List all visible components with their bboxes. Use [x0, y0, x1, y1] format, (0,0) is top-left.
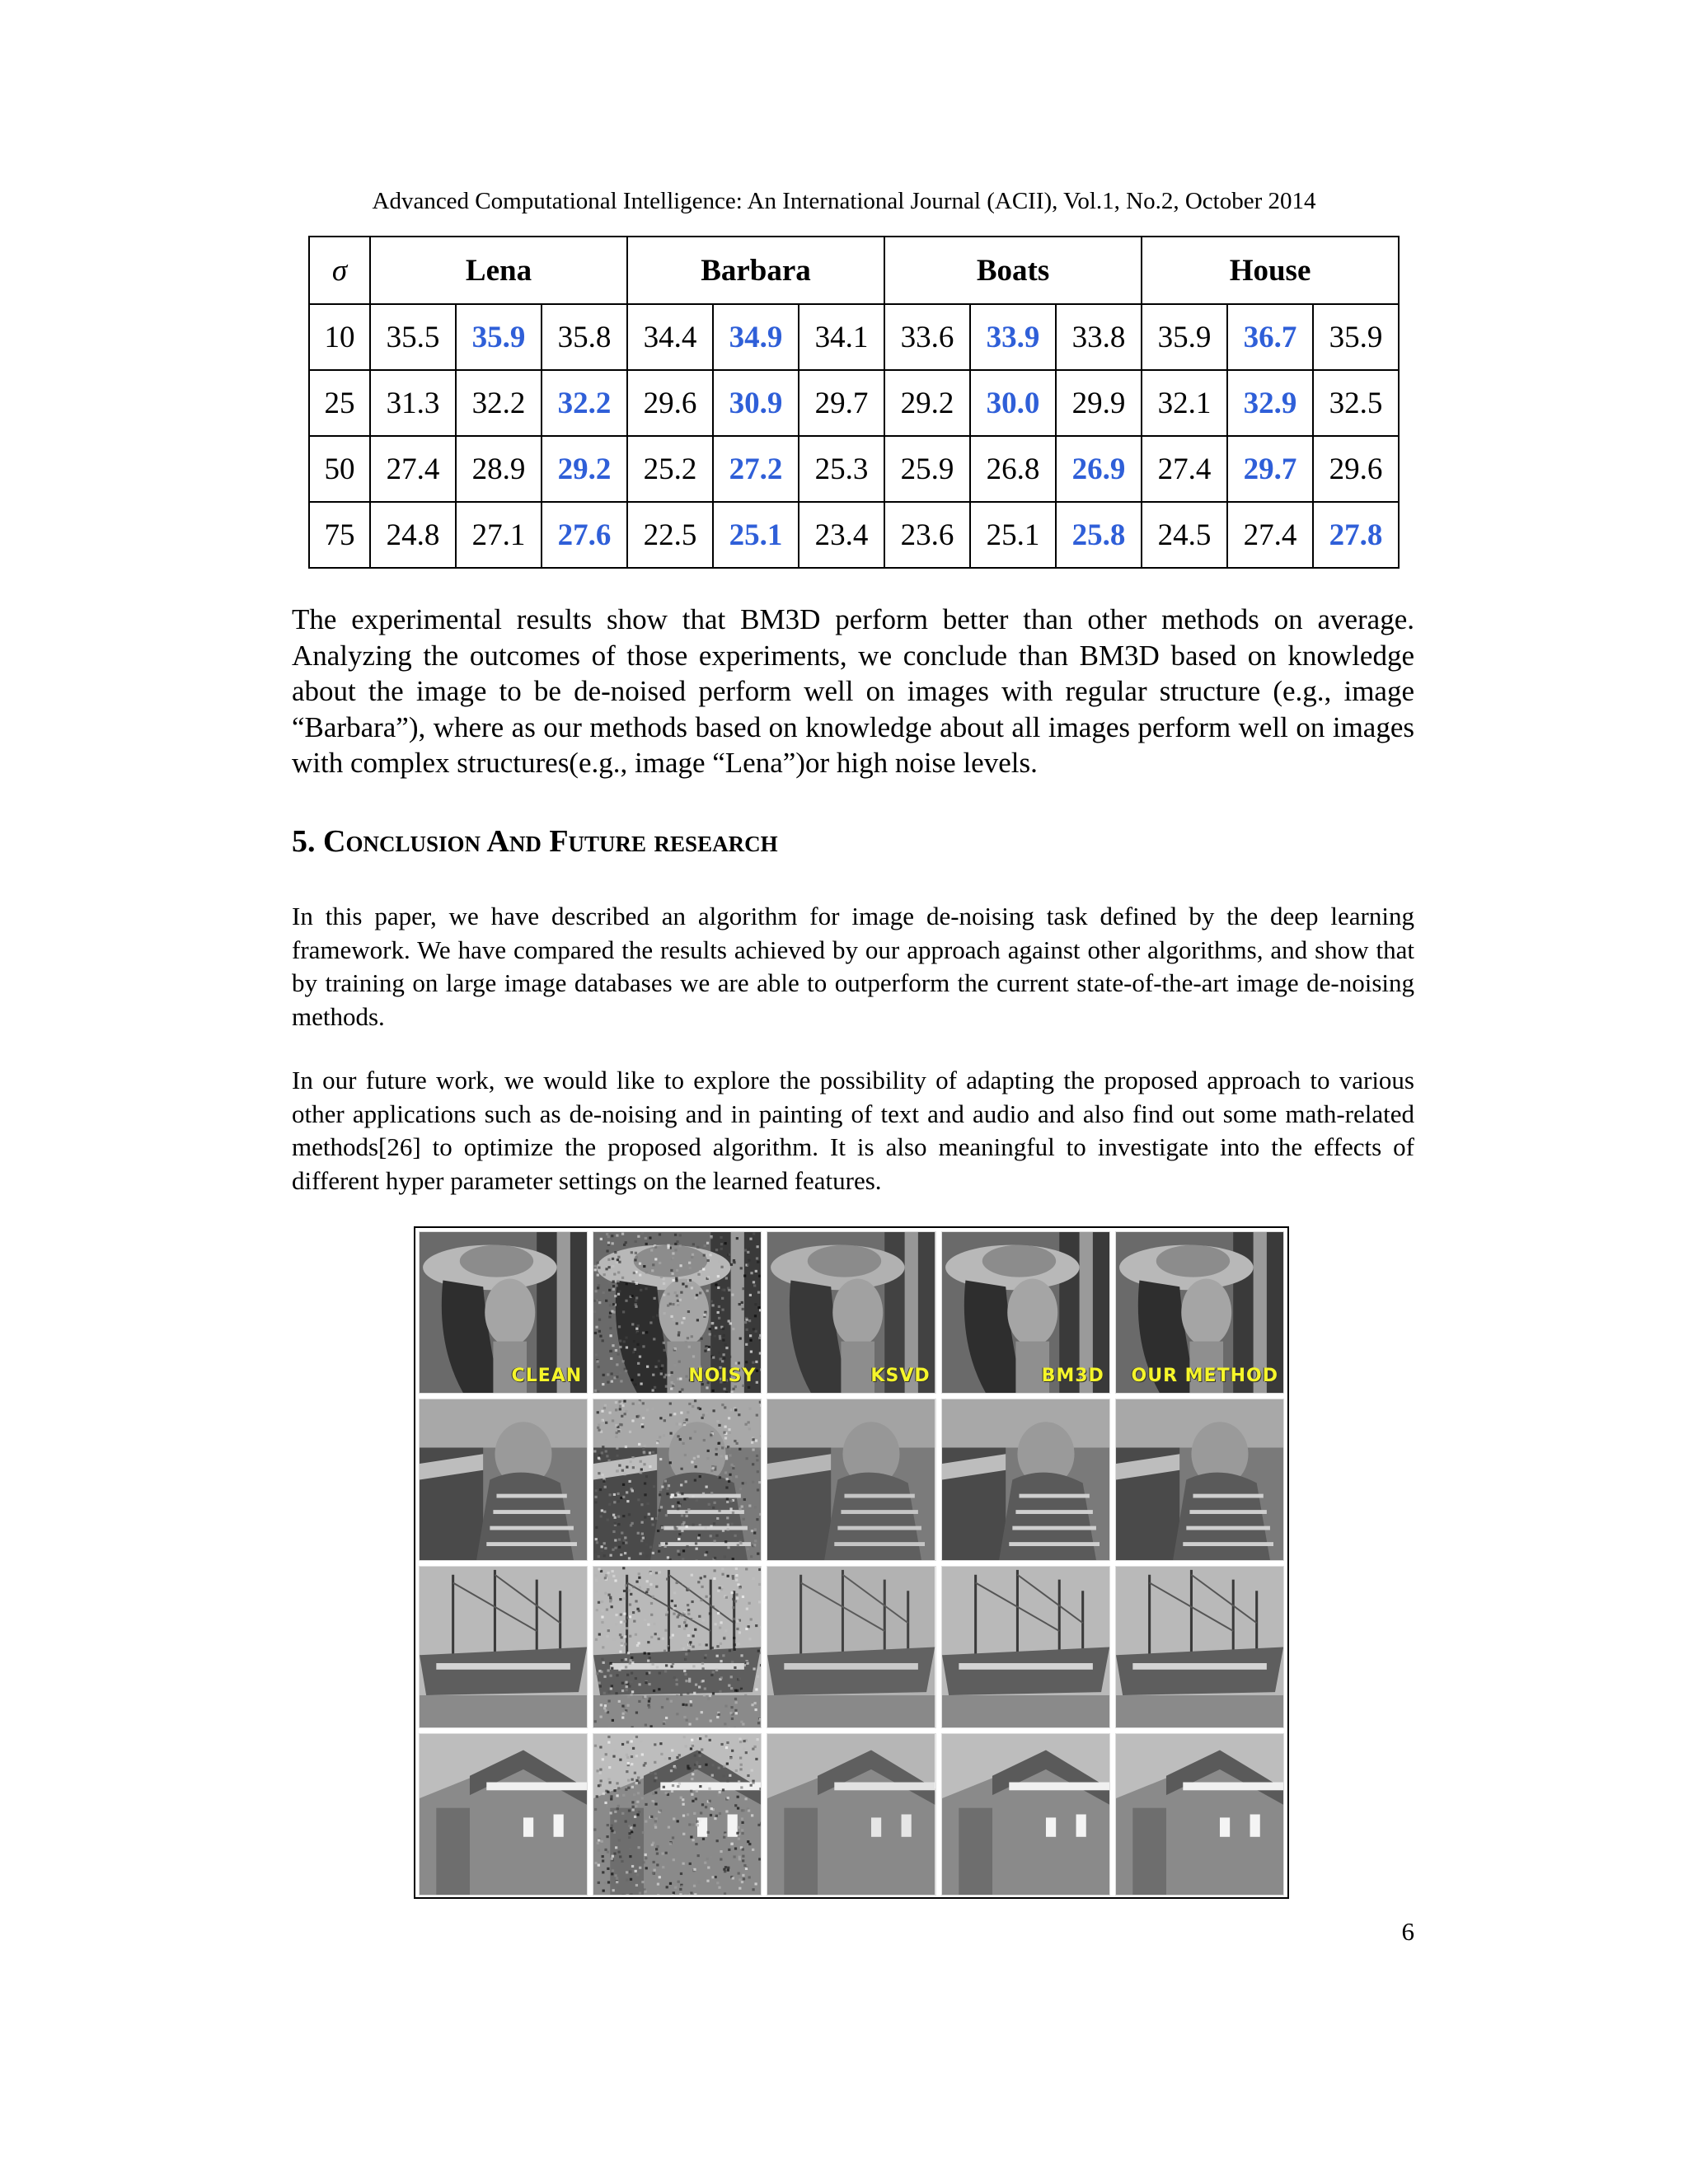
house-bm3d-image [941, 1733, 1110, 1896]
psnr-cell: 30.9 [713, 370, 799, 436]
page-number: 6 [1401, 1917, 1414, 1946]
conclusion-paragraph-1: In this paper, we have described an algorithm for image de-noising task defined by the deep learning framework. We have compared the results achieved by our approach against other algorithms, and show that by training on large image databases we are able to outperform the current state-of-the-art image de-noising methods. [292, 902, 1414, 1031]
psnr-cell: 29.9 [1056, 370, 1142, 436]
boats-our-method-image [1115, 1566, 1284, 1728]
lena-noisy-image [593, 1231, 762, 1394]
psnr-cell: 27.1 [456, 502, 542, 568]
house-our-method-image [1115, 1733, 1284, 1896]
column-label-ksvd: KSVD [870, 1366, 931, 1386]
table-row [309, 436, 1399, 502]
psnr-cell: 29.7 [799, 370, 884, 436]
denoising-comparison-figure [414, 1226, 1289, 1899]
section-heading: 5. Conclusion And Future research [292, 824, 778, 859]
psnr-cell: 32.2 [542, 370, 627, 436]
psnr-cell: 35.8 [542, 304, 627, 370]
group-header-house: House [1142, 237, 1399, 304]
psnr-cell: 23.6 [884, 502, 970, 568]
house-clean-image [419, 1733, 588, 1896]
psnr-cell: 27.2 [713, 436, 799, 502]
psnr-cell: 27.4 [370, 436, 456, 502]
lena-bm3d-image [941, 1231, 1110, 1394]
psnr-cell: 28.9 [456, 436, 542, 502]
table-row [309, 370, 1399, 436]
lena-our-method-image [1115, 1231, 1284, 1394]
psnr-cell: 29.6 [627, 370, 713, 436]
psnr-cell: 24.5 [1142, 502, 1227, 568]
column-label-bm3d: BM3D [1041, 1366, 1104, 1386]
psnr-cell: 25.9 [884, 436, 970, 502]
column-label-our-method: OUR METHOD [1131, 1366, 1278, 1386]
psnr-cell: 32.5 [1313, 370, 1399, 436]
boats-ksvd-image [767, 1566, 935, 1728]
psnr-cell: 29.2 [884, 370, 970, 436]
psnr-cell: 27.4 [1227, 502, 1313, 568]
boats-clean-image [419, 1566, 588, 1728]
psnr-cell: 34.4 [627, 304, 713, 370]
psnr-cell: 31.3 [370, 370, 456, 436]
psnr-cell: 29.7 [1227, 436, 1313, 502]
psnr-cell: 22.5 [627, 502, 713, 568]
boats-noisy-image [593, 1566, 762, 1728]
psnr-cell: 24.8 [370, 502, 456, 568]
conclusion-paragraph-2: In our future work, we would like to explore the possibility of adapting the proposed approach to various other applications such as de-noising and in painting of text and audio and also find out some math-related methods[26] to optimize the proposed algorithm. It is also meaningful to investigate into the effects of different hyper parameter settings on the learned features. [292, 1066, 1414, 1195]
table-row [309, 304, 1399, 370]
house-ksvd-image [767, 1733, 935, 1896]
house-noisy-image [593, 1733, 762, 1896]
psnr-cell: 35.9 [1313, 304, 1399, 370]
psnr-cell: 29.6 [1313, 436, 1399, 502]
group-header-lena: Lena [370, 237, 627, 304]
psnr-cell: 35.9 [456, 304, 542, 370]
psnr-cell: 29.2 [542, 436, 627, 502]
psnr-cell: 25.3 [799, 436, 884, 502]
psnr-cell: 25.1 [713, 502, 799, 568]
psnr-cell: 25.2 [627, 436, 713, 502]
psnr-cell: 35.5 [370, 304, 456, 370]
boats-bm3d-image [941, 1566, 1110, 1728]
psnr-cell: 33.9 [970, 304, 1056, 370]
psnr-cell: 27.4 [1142, 436, 1227, 502]
psnr-cell: 26.9 [1056, 436, 1142, 502]
group-header-boats: Boats [884, 237, 1142, 304]
barbara-ksvd-image [767, 1399, 935, 1561]
psnr-cell: 25.8 [1056, 502, 1142, 568]
column-label-clean: CLEAN [511, 1366, 583, 1386]
psnr-cell: 30.0 [970, 370, 1056, 436]
psnr-cell: 34.9 [713, 304, 799, 370]
psnr-cell: 34.1 [799, 304, 884, 370]
running-header: Advanced Computational Intelligence: An International Journal (ACII), Vol.1, No.2, October 2014 [372, 188, 1316, 214]
sigma-header: σ [309, 237, 370, 304]
psnr-results-table [308, 236, 1400, 569]
psnr-cell: 23.4 [799, 502, 884, 568]
psnr-cell: 32.2 [456, 370, 542, 436]
figure-grid [419, 1231, 1284, 1896]
barbara-clean-image [419, 1399, 588, 1561]
sigma-cell: 50 [309, 436, 370, 502]
sigma-cell: 75 [309, 502, 370, 568]
psnr-cell: 25.1 [970, 502, 1056, 568]
psnr-cell: 32.9 [1227, 370, 1313, 436]
table-header-row [309, 237, 1399, 304]
psnr-cell: 27.6 [542, 502, 627, 568]
sigma-cell: 10 [309, 304, 370, 370]
sigma-cell: 25 [309, 370, 370, 436]
table-row [309, 502, 1399, 568]
psnr-cell: 36.7 [1227, 304, 1313, 370]
barbara-noisy-image [593, 1399, 762, 1561]
barbara-our-method-image [1115, 1399, 1284, 1561]
results-paragraph: The experimental results show that BM3D perform better than other methods on average. Analyzing the outcomes of those experiments, we conclude than BM3D based on knowledge about the image to be de-noised perform well on images with regular structure (e.g., image “Barbara”), where as our methods based on knowledge about all images perform well on images with complex structures(e.g., image “Lena”)or high noise levels. [292, 603, 1414, 779]
column-label-noisy: NOISY [688, 1366, 757, 1386]
psnr-cell: 27.8 [1313, 502, 1399, 568]
barbara-bm3d-image [941, 1399, 1110, 1561]
psnr-cell: 26.8 [970, 436, 1056, 502]
lena-clean-image [419, 1231, 588, 1394]
psnr-cell: 33.8 [1056, 304, 1142, 370]
psnr-cell: 33.6 [884, 304, 970, 370]
psnr-cell: 32.1 [1142, 370, 1227, 436]
group-header-barbara: Barbara [627, 237, 884, 304]
lena-ksvd-image [767, 1231, 935, 1394]
psnr-cell: 35.9 [1142, 304, 1227, 370]
